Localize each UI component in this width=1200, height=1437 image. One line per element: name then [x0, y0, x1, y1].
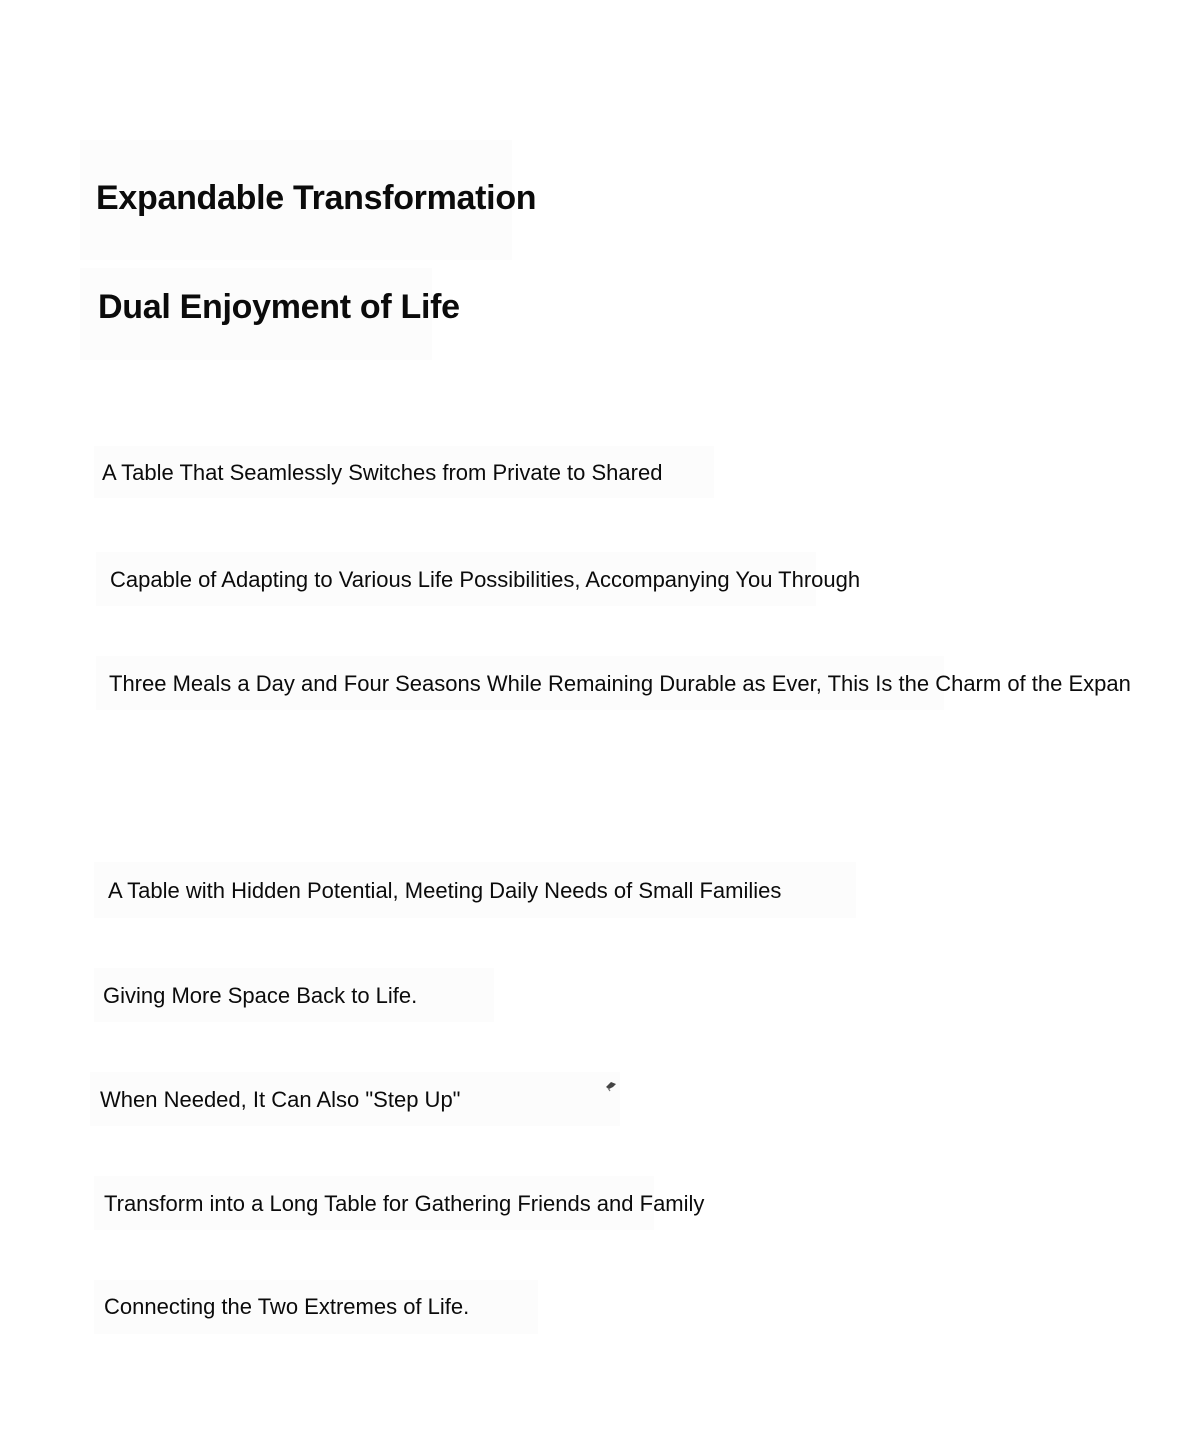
- text-line-adapting: Capable of Adapting to Various Life Possibilities, Accompanying You Through: [110, 567, 861, 592]
- text-line-hidden-potential: A Table with Hidden Potential, Meeting Daily Needs of Small Families: [108, 878, 782, 903]
- text-line-three-meals: Three Meals a Day and Four Seasons While Remaining Durable as Ever, This Is the Charm of the Expan: [109, 671, 1131, 696]
- text-line-long-table: Transform into a Long Table for Gathering Friends and Family: [104, 1191, 705, 1216]
- page-title: Expandable Transformation: [96, 179, 537, 217]
- text-line-more-space: Giving More Space Back to Life.: [103, 983, 418, 1008]
- text-line-step-up: When Needed, It Can Also "Step Up": [100, 1087, 461, 1112]
- smudge-mark: [604, 1080, 618, 1092]
- text-line-two-extremes: Connecting the Two Extremes of Life.: [104, 1294, 470, 1319]
- page-subtitle: Dual Enjoyment of Life: [98, 288, 460, 326]
- text-line-private-to-shared: A Table That Seamlessly Switches from Private to Shared: [102, 460, 663, 485]
